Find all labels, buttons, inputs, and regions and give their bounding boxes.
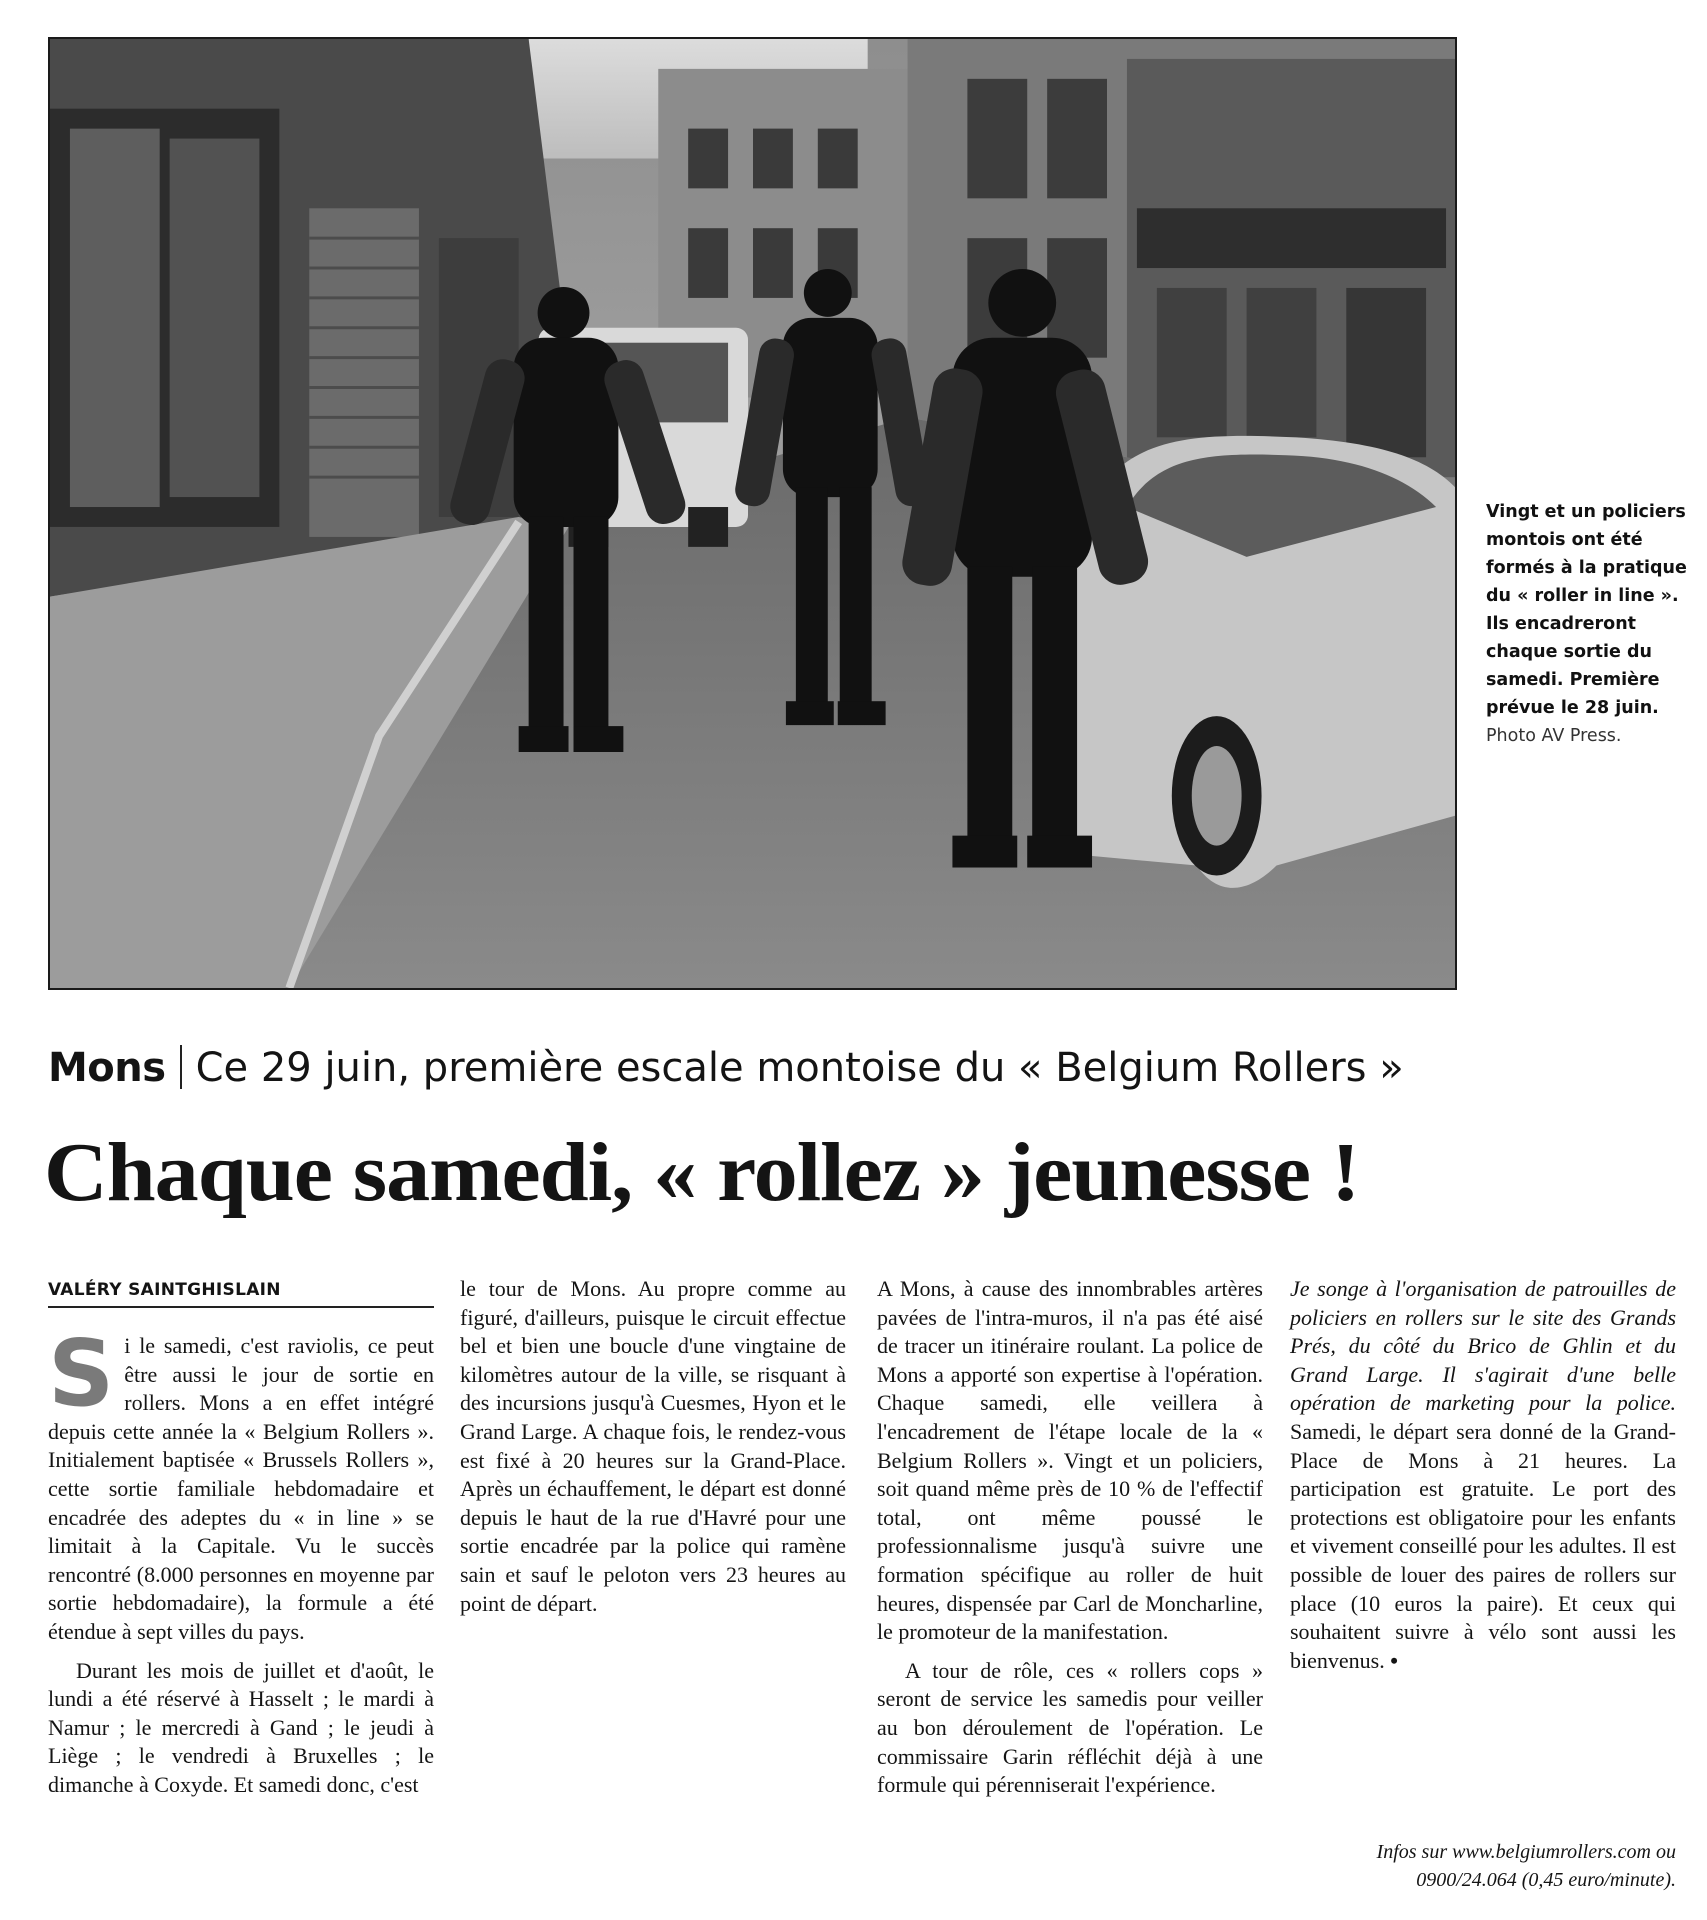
paragraph-3: A Mons, à cause des innombrables artères pavées de l'intra-muros, il n'a pas été aisé de tracer un itinéraire roulant. La police de Mons a apporté son expertise à l'opération. Chaque samedi, elle veillera à l'encadrement de l'étape locale de la « Belgium Rollers ». Vingt et un policiers, soit quand même près de 10 % de l'effectif total, ont même poussé le professionnalisme jusqu'à suivre une formation spécifique au roller de huit heures, dispensée par Carl de Moncharline, le promoteur de la manifestation. xyxy=(877,1276,1263,1645)
byline: VALÉRY SAINTGHISLAIN xyxy=(48,1276,434,1308)
street-photo-illustration xyxy=(50,39,1455,988)
paragraph-2-continued: le tour de Mons. Au propre comme au figuré, d'ailleurs, puisque le circuit effectue bel et bien une boucle d'une vingtaine de kilomètres autour de la ville, se risquant à des incursions jusqu'à Cuesmes, Hyon et le Grand Large. A chaque fois, le rendez-vous est fixé à 20 heures sur la Grand-Place. Après un échauffement, le départ est donné depuis le haut de la rue d'Havré pour une sortie encadrée par la police qui ramène sain et sauf le peloton vers 23 heures au point de départ. xyxy=(460,1276,846,1616)
paragraph-1-text: i le samedi, c'est raviolis, ce peut être aussi le jour de sortie en rollers. Mons a en effet intégré depuis cette année la « Belgium Rollers ». Initialement baptisée « Brussels Rollers », cette sortie familiale hebdomadaire et encadrée des adeptes du « in line » se limitait à la Capitale. Vu le succès rencontré (8.000 personnes en moyenne par sortie hebdomadaire), la formule a été étendue à sept villes du pays. xyxy=(48,1333,434,1644)
column-2 xyxy=(460,1275,846,1618)
end-mark: • xyxy=(1390,1647,1398,1673)
column-1 xyxy=(48,1320,434,1800)
article-photo xyxy=(48,37,1457,990)
quote-text: Je songe à l'organisation de patrouilles de policiers en rollers sur le site des Grands Prés, du côté du Brico de Ghlin et du Grand Large. Il s'agirait d'une belle opération de marketing pour la police. xyxy=(1290,1276,1676,1416)
kicker-separator xyxy=(180,1045,182,1089)
drop-cap: S xyxy=(48,1320,115,1427)
column-4 xyxy=(1290,1275,1676,1675)
headline: Chaque samedi, « rollez » jeunesse ! xyxy=(44,1126,1360,1219)
kicker-line xyxy=(48,1040,1404,1096)
column-3 xyxy=(877,1275,1263,1800)
paragraph-5 xyxy=(1290,1275,1676,1675)
photo-caption xyxy=(1486,498,1696,750)
paragraph-1 xyxy=(48,1320,434,1647)
kicker-subtitle: Ce 29 juin, première escale montoise du « Belgium Rollers » xyxy=(195,1045,1404,1091)
paragraph-4: A tour de rôle, ces « rollers cops » seront de service les samedis pour veiller au bon déroulement de l'opération. Le commissaire Garin réfléchit déjà à une formule qui pérenniserait l'expérience. xyxy=(877,1657,1263,1798)
infos-footer: Infos sur www.belgiumrollers.com ou 0900/24.064 (0,45 euro/minute). xyxy=(1376,1841,1676,1891)
photo-caption-text: Vingt et un policiers montois ont été formés à la pratique du « roller in line ». Ils encadreront chaque sortie du samedi. Première prévue le 28 juin. xyxy=(1486,502,1687,718)
photo-credit: Photo AV Press. xyxy=(1486,726,1622,746)
paragraph-2: Durant les mois de juillet et d'août, le lundi a été réservé à Hasselt ; le mardi à Namur ; le mercredi à Gand ; le jeudi à Liège ; le vendredi à Bruxelles ; le dimanche à Coxyde. Et samedi donc, c'est xyxy=(48,1657,434,1797)
paragraph-5-text: Samedi, le départ sera donné de la Grand-Place de Mons à 21 heures. La participation est gratuite. Le port des protections est obligatoire pour les enfants et vivement conseillé pour les adultes. Il est possible de louer des paires de rollers sur place (10 euros la paire). Et ceux qui souhaitent suivre à vélo sont aussi les bienvenus. xyxy=(1290,1418,1676,1673)
kicker-place: Mons xyxy=(48,1045,166,1091)
